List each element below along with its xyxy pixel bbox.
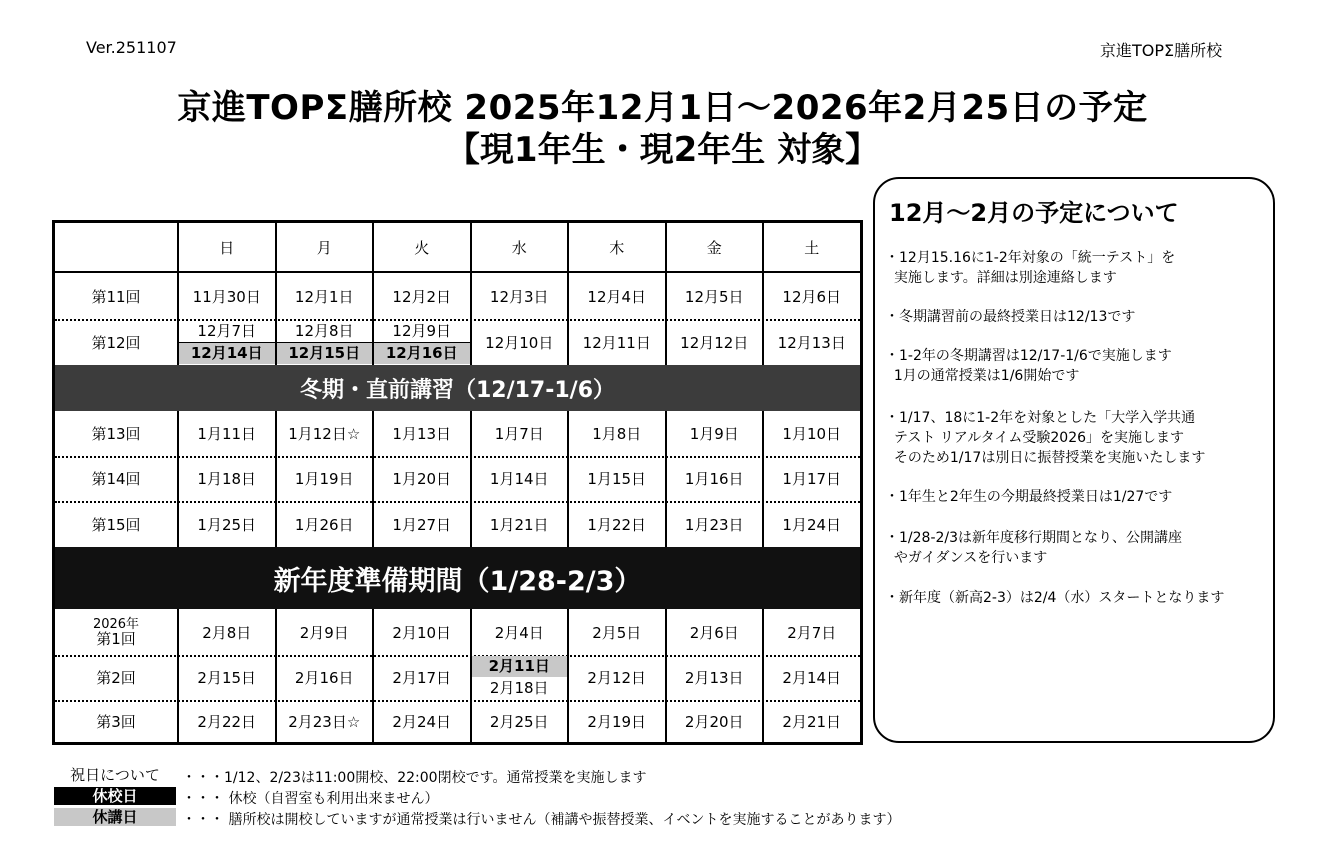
- schedule-notes-box: [873, 177, 1275, 743]
- page-subtitle: 【現1年生・現2年生 対象】: [445, 130, 880, 170]
- date-cell: 1月10日: [762, 411, 860, 456]
- note-item: ・1/17、18に1-2年を対象とした「大学入学共通 テスト リアルタイム受験2026」を実施します そのため1/17は別日に振替授業を実施いたします: [885, 410, 1206, 466]
- note-item: ・1年生と2年生の今期最終授業日は1/27です: [885, 489, 1173, 505]
- date-cell: 2月7日: [762, 609, 860, 655]
- date-cell: 1月16日: [665, 456, 763, 501]
- date-cell: 1月25日: [177, 501, 275, 547]
- schedule-row: [55, 319, 860, 365]
- date-cell: 1月17日: [762, 456, 860, 501]
- schedule-row: [55, 411, 860, 458]
- note-item: ・12月15.16に1-2年対象の「統一テスト」を 実施します。詳細は別途連絡します: [885, 250, 1176, 286]
- date-cell: 12月4日: [567, 273, 665, 319]
- legend-no-class-text: ・・・ 膳所校は開校していますが通常授業は行いません（補講や振替授業、イベントを実施することがあります）: [182, 812, 901, 828]
- date-cell: 2月16日: [275, 655, 373, 700]
- date-cell: 2月4日: [470, 609, 568, 655]
- note-item: ・冬期講習前の最終授業日は12/13です: [885, 309, 1136, 325]
- legend-closed-day-swatch: 休校日: [54, 787, 176, 805]
- page-title: 京進TOPΣ膳所校 2025年12月1日～2026年2月25日の予定: [177, 88, 1148, 128]
- session-label: 第2回: [96, 669, 136, 687]
- split-date-cell: [470, 655, 568, 700]
- schedule-row: [55, 456, 860, 503]
- session-label: 第15回: [91, 515, 141, 534]
- no-class-date: 12月14日: [179, 343, 275, 364]
- legend-closed-day-text: ・・・ 休校（自習室も利用出来ません）: [182, 791, 439, 807]
- session-year: 2026年: [92, 617, 140, 632]
- date-cell: 12月6日: [762, 273, 860, 319]
- date-cell: 2月9日: [275, 609, 373, 655]
- date-cell: 12月10日: [470, 319, 568, 365]
- version-label: Ver.251107: [86, 38, 177, 57]
- date-cell: 1月15日: [567, 456, 665, 501]
- session-label: 第12回: [91, 333, 141, 352]
- date-cell: 12月5日: [665, 273, 763, 319]
- date-cell: 1月23日: [665, 501, 763, 547]
- date-cell: 2月5日: [567, 609, 665, 655]
- date-cell: 2月12日: [567, 655, 665, 700]
- date-cell: 1月8日: [567, 411, 665, 456]
- date-cell: 11月30日: [177, 273, 275, 319]
- date-cell: 1月9日: [665, 411, 763, 456]
- notes-title: 12月～2月の予定について: [889, 199, 1179, 227]
- date-cell: 2月21日: [762, 700, 860, 742]
- date-cell: 2月8日: [177, 609, 275, 655]
- date-cell: 2月13日: [665, 655, 763, 700]
- weekday-header: 火: [372, 223, 470, 271]
- weekday-header: 日: [177, 223, 275, 271]
- date-cell: 2月10日: [372, 609, 470, 655]
- note-item: ・新年度（新高2-3）は2/4（水）スタートとなります: [885, 590, 1225, 606]
- schedule-row: [55, 700, 860, 742]
- schedule-row: [55, 273, 860, 321]
- winter-course-banner: 冬期・直前講習（12/17-1/6）: [55, 365, 860, 411]
- weekday-header: 木: [567, 223, 665, 271]
- schedule-row: [55, 609, 860, 657]
- new-year-prep-banner: 新年度準備期間（1/28-2/3）: [55, 547, 860, 609]
- weekday-header: 水: [470, 223, 568, 271]
- weekday-header: 月: [275, 223, 373, 271]
- weekday-header-row: [55, 223, 860, 273]
- date-cell: 2月15日: [177, 655, 275, 700]
- date-cell: 1月27日: [372, 501, 470, 547]
- weekday-header: 土: [762, 223, 860, 271]
- note-item: ・1-2年の冬期講習は12/17-1/6で実施します 1月の通常授業は1/6開始です: [885, 348, 1172, 384]
- date-lower: 2月18日: [489, 679, 549, 697]
- date-cell: 1月20日: [372, 456, 470, 501]
- date-cell: 1月21日: [470, 501, 568, 547]
- session-label: [55, 609, 177, 655]
- weekday-header: 金: [665, 223, 763, 271]
- date-cell: 1月26日: [275, 501, 373, 547]
- date-cell: 1月11日: [177, 411, 275, 456]
- schedule-row: [55, 655, 860, 702]
- date-cell: 1月18日: [177, 456, 275, 501]
- date-cell: 12月2日: [372, 273, 470, 319]
- legend-holiday-text: ・・・1/12、2/23は11:00開校、22:00閉校です。通常授業を実施します: [182, 770, 647, 786]
- date-cell: 1月24日: [762, 501, 860, 547]
- holiday-date-cell: 1月12日☆: [275, 411, 373, 456]
- date-cell: 1月7日: [470, 411, 568, 456]
- date-cell: 1月14日: [470, 456, 568, 501]
- legend-holiday-label: 祝日について: [70, 766, 160, 784]
- date-cell: 1月19日: [275, 456, 373, 501]
- no-class-date: 12月15日: [277, 343, 373, 364]
- date-cell: 2月17日: [372, 655, 470, 700]
- note-item: ・1/28-2/3は新年度移行期間となり、公開講座 やガイダンスを行います: [885, 530, 1183, 566]
- date-cell: 2月19日: [567, 700, 665, 742]
- no-class-date: 12月16日: [374, 343, 470, 364]
- split-date-cell: [275, 319, 373, 365]
- date-cell: 12月1日: [275, 273, 373, 319]
- split-date-cell: [177, 319, 275, 365]
- date-cell: 2月20日: [665, 700, 763, 742]
- date-cell: 2月14日: [762, 655, 860, 700]
- session-label: 第14回: [91, 470, 141, 488]
- school-name: 京進TOPΣ膳所校: [1100, 41, 1223, 60]
- date-cell: 12月13日: [762, 319, 860, 365]
- session-label: 第13回: [91, 425, 141, 443]
- schedule-calendar: [52, 220, 863, 745]
- date-upper: 12月8日: [277, 321, 373, 343]
- session-number: 第1回: [96, 630, 136, 648]
- no-class-date: 2月11日: [472, 656, 568, 677]
- date-cell: 12月3日: [470, 273, 568, 319]
- date-cell: 12月12日: [665, 319, 763, 365]
- date-cell: 2月25日: [470, 700, 568, 742]
- date-cell: 2月22日: [177, 700, 275, 742]
- corner-cell: [55, 223, 177, 271]
- schedule-row: [55, 501, 860, 547]
- date-cell: 2月6日: [665, 609, 763, 655]
- date-upper: 12月7日: [179, 321, 275, 343]
- date-upper: 12月9日: [374, 321, 470, 343]
- holiday-date-cell: 2月23日☆: [275, 700, 373, 742]
- date-cell: 1月13日: [372, 411, 470, 456]
- split-date-cell: [372, 319, 470, 365]
- date-cell: 1月22日: [567, 501, 665, 547]
- date-cell: 12月11日: [567, 319, 665, 365]
- legend-no-class-swatch: 休講日: [54, 808, 176, 826]
- session-label: 第3回: [96, 712, 136, 731]
- date-cell: 2月24日: [372, 700, 470, 742]
- session-label: 第11回: [91, 287, 141, 306]
